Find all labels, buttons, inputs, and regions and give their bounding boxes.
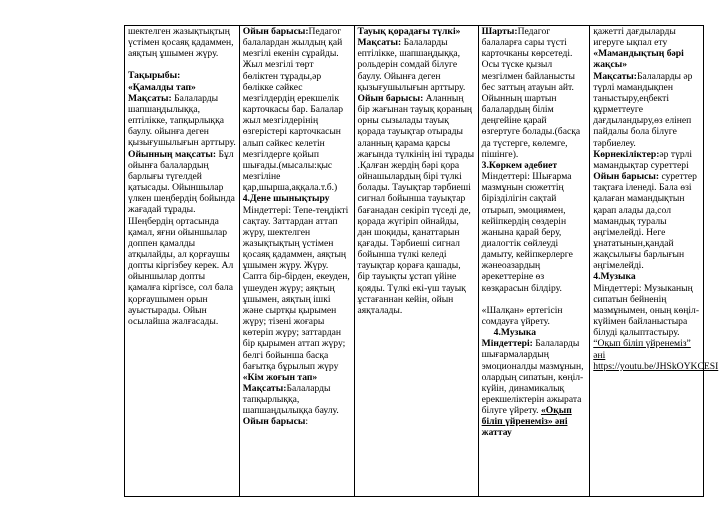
tasks-text: Міндеттері: Шығарма мазмұнын сюжеттің бірізділігін сақтай отырып, эмоциямен, кейіпкердің сөздерін жанына қарай беру, диалогтік сөйлеуді дамыту, кейіпкерлерге жәнеоазардың әрекеттеріне өз көзқарасын білдіру. <box>481 171 573 294</box>
aims-paragraph <box>128 93 236 149</box>
progress2-label: Ойын барысы <box>242 416 306 428</box>
lesson-plan-table <box>124 25 719 497</box>
content-text: Бұл ойынға балалардың барлығы түгелдей қатысады. Ойыншылар үлкен шеңбердің бойында жағадай тұрады. Шеңбердің ортасында қамал, яғни ойыншылар доппен қамалды атқылайды, ал қорғаушы допты кіргізбеу керек. Ал ойыншылар допты қамалға кіргізсе, сол бала қорғаушымен орын ауыстырады. Ойын осылайша жалғасады. <box>128 148 235 327</box>
column-3-cell <box>354 26 478 497</box>
topic-label: Тақырыбы: <box>128 70 181 82</box>
visual-text: әр түрлі мамандықтар суреттері <box>593 148 692 171</box>
intro-text: шектелген жазықтықтың үстімен қосаяқ қадаммен, аяқтың ұшымен жүру. <box>128 26 234 60</box>
visual-paragraph <box>593 149 700 171</box>
progress-label: Ойын барысы: <box>242 26 309 37</box>
aims-paragraph <box>593 71 700 149</box>
progress-paragraph <box>593 171 700 271</box>
progress2-paragraph <box>243 416 351 427</box>
progress-label: Ойын барысы: <box>357 92 424 104</box>
progress2-text: : <box>305 416 308 428</box>
condition-text: Педагог балаларға сары түсті карточканы көрсетеді. Осы түске қызыл мезгілмен байланысты бес заттың атауын айт. Ойынның шартын балалардың білім деңгейіне қарай өзгертуге болады.(басқа да түстерге, көлемге, пішінге). <box>481 26 581 160</box>
progress-paragraph <box>358 93 475 316</box>
progress-paragraph <box>243 26 351 193</box>
progress-text: суреттер тақтаға іленеді. Бала өзі қалаған мамандықтын қарап алады да,сол мамандық туралы әңгімелейді. Неге ұнататынын,қандай жақсылығы барлығын әңгімелейді. <box>593 171 697 272</box>
aims-paragraph <box>243 383 351 416</box>
aims-text: Балаларды әр түрлі мамандықпен таныстыру,еңбекті құрметтеуге дағдыландыру,өз елінеп пайдалы бола білуге тәрбиелеу. <box>593 70 693 149</box>
tasks-text: Міндеттері: Тепе-теңдікті сақтау. Заттардан аттап жүру, шектелген жазықтықтың үстімен қосаяқ қадаммен, аяқтың ұшымен жүру. Жүру. Сапта бір-бірден, екеуден, үшеуден жүру; аяқтың ұшымен, аяқтың ішкі және сыртқы қырымен жүру; тізені жоғары көтеріп жүру; заттардан бір қырымен аттап жүру; белгі бойынша басқа бағытқа бұрылып жүру <box>242 204 350 372</box>
progress-text: Педагог балалардан жылдың қай мезгілі екенін сұрайды. Жыл мезгілі төрт бөліктен тұрады,әр бөлікке сәйкес мезгілдердің ерекшелік карточкасы бар. Балалар жыл мезгілдерінің өзгерістері карточкасын алып сәйкес келетін мезгілдерге қойып шығады.(мысалы:қыс мезгіліне қар,шырша,аққала.т.б.) <box>242 26 344 194</box>
aims-label: Мақсаты: <box>357 37 402 49</box>
game-title: «Қамалды тап» <box>128 81 196 93</box>
song-title: “Оқып біліп үйренеміз” әні <box>593 338 691 361</box>
condition-label: Шарты: <box>481 26 518 37</box>
game-title: Тауық қорадағы түлкі» <box>357 26 461 37</box>
video-link[interactable]: https://youtu.be/JHSkOYKCESI <box>593 360 719 372</box>
content-paragraph <box>128 149 236 328</box>
table-row <box>125 26 704 497</box>
aims-text: Балаларды шапшаңдылыққа, ептілікке, тапқырлыққа баулу. ойынға деген қызығушылығын арттыру. <box>128 92 236 149</box>
progress-text: Аланның бір жағынан тауық қораның орны сызылады тауық қорада тауықтар отырады аланның қарама қарсы жағында түлкінің іні тұрады .Қалған жердің бәрі қора ойнашылардың бірі түлкі болады. Тауықтар тәрбиеші сигнал бойынша тауықтар бағанадан секіріп түседі де, қорада жүгіріп ойнайды, дән шоқиды, қанаттарын қағады. Тәрбиеші сигнал бойынша түлкі келеді тауықтар қораға қашады, бір тауықты ұстап үйіне қояды. Түлкі екі-үш тауық ұстағаннан кейін, ойын аяқталады. <box>357 92 475 316</box>
column-4-cell <box>478 26 590 497</box>
story-text: «Шалқан» ертегісін сомдауға үйрету. <box>481 304 563 327</box>
section-title: 4.Дене шынықтыру <box>242 193 330 205</box>
song-title: «Оқып біліп үйренеміз» әні <box>481 405 572 428</box>
aims-label: Мақсаты: <box>242 383 287 394</box>
intro-text: қажетті дағдыларды игеруге ықпал ету <box>593 26 676 49</box>
column-5-cell <box>590 26 719 497</box>
music-tasks-paragraph <box>482 338 587 427</box>
content-label: Ойынның мақсаты: <box>128 148 217 160</box>
music-title: 4.Музыка <box>493 327 537 339</box>
visual-label: Көрнекіліктер: <box>593 148 660 160</box>
column-1-cell <box>125 26 240 497</box>
progress-label: Ойын барысы: <box>593 171 660 183</box>
aims-label: Мақсаты: <box>128 92 172 104</box>
condition-paragraph <box>482 26 587 160</box>
aims-text: Балаларды ептілікке, шапшаңдыққа, рольдерін сомдай білуге баулу. Ойынға деген қызығушылығын арттыру. <box>357 37 466 93</box>
column-2-cell <box>239 26 354 497</box>
game-title: «Мамандықтың бәрі жақсы» <box>593 48 684 71</box>
music-title: 4.Музыка <box>593 271 636 283</box>
song-tail: жаттау <box>481 427 512 439</box>
aims-label: Мақсаты: <box>593 70 637 82</box>
game-title: «Кім жоғын тап» <box>242 371 318 383</box>
aims-text: Балаларды тапқырлыққа, шапшаңдылыққа баулу. <box>242 383 339 417</box>
music-tasks-label: Міндеттері: <box>481 338 533 350</box>
aims-paragraph <box>358 37 475 93</box>
music-tasks-text: Міндеттері: Музыканың сипатын бейненің мазмұнымен, оның көңіл-күйімен байланыстыра білуді қалыптастыру. <box>593 282 700 339</box>
music-tasks-text: Балаларды шығармалардың эмоционалды мазмұнын, олардың сипатын, көңіл-күйін, динамикалық ерекшеліктерін ажырата білуге үйрету. <box>481 338 584 417</box>
section-title: 3.Көркем әдебиет <box>481 159 558 171</box>
